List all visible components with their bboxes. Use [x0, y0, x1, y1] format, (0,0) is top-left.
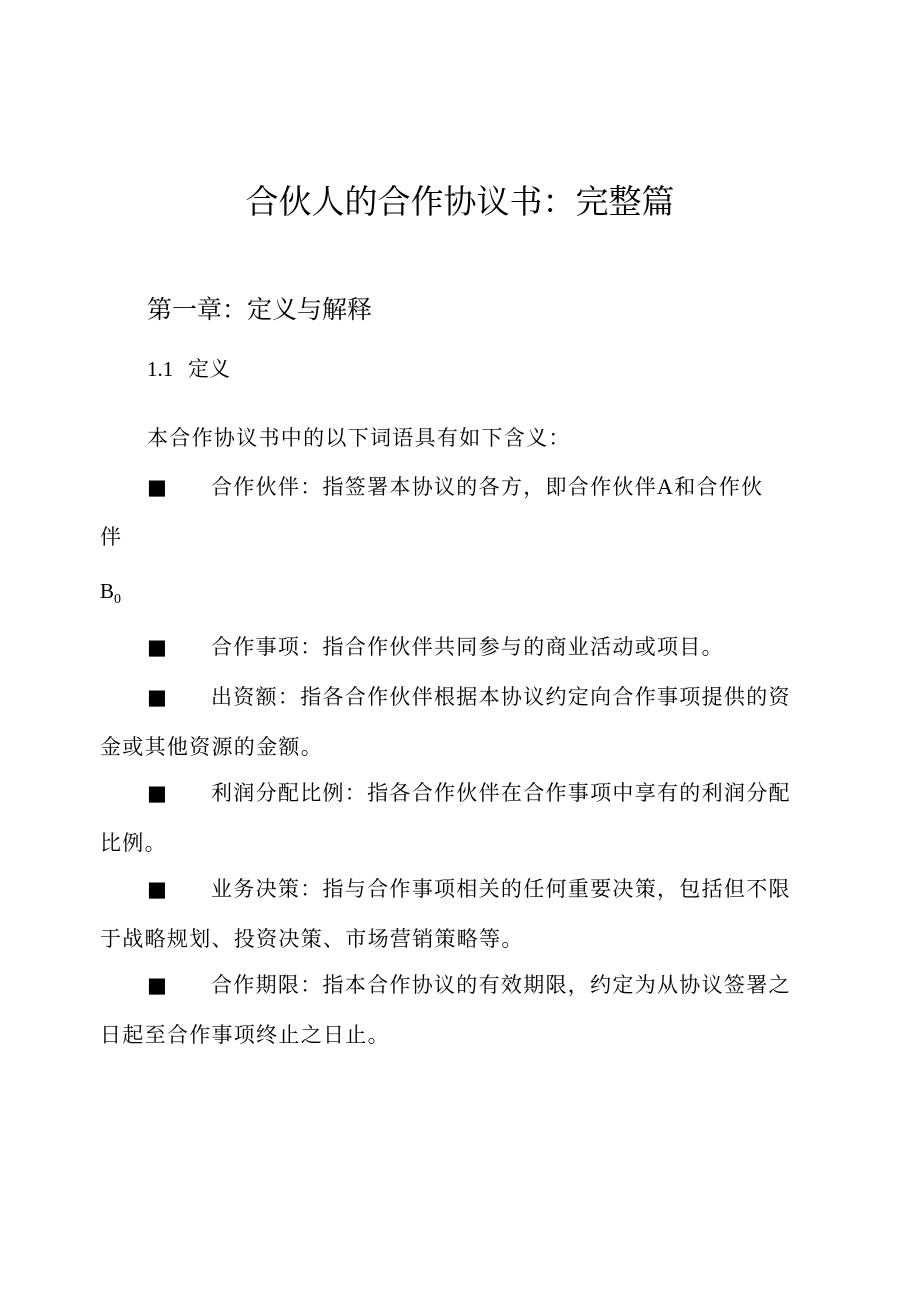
definition-text: 合作伙伴：指签署本协议的各方，即合作伙伴 [211, 475, 657, 499]
section-number: 1.1 [147, 357, 174, 381]
bullet-square-icon: ■ [147, 973, 169, 997]
section-title: 定义 [187, 357, 230, 381]
bullet-square-icon: ■ [147, 781, 169, 805]
chapter-heading: 第一章：定义与解释 [147, 295, 373, 324]
intro-paragraph: 本合作协议书中的以下词语具有如下含义： [147, 426, 571, 450]
bullet-square-icon: ■ [147, 475, 169, 499]
definition-line [100, 864, 820, 914]
definition-item-cooperation-matter [100, 622, 820, 672]
definition-line [100, 672, 820, 722]
definition-text-tail: 和合作伙 [674, 475, 764, 499]
definition-item-capital-contribution [100, 672, 820, 772]
definition-item-profit-ratio [100, 768, 820, 868]
partner-b-letter: B [100, 579, 115, 603]
section-heading [147, 352, 230, 386]
document-title: 合伙人的合作协议书：完整篇 [245, 182, 675, 221]
definition-item-business-decision [100, 864, 820, 964]
definition-text: 出资额：指各合作伙伴根据本协议约定向合作事项提供的资 [211, 685, 791, 709]
bullet-square-icon: ■ [147, 877, 169, 901]
definition-line [100, 768, 820, 818]
definition-line-continued: 伴 [100, 525, 123, 549]
definition-line-continued: 于战略规划、投资决策、市场营销策略等。 [100, 927, 524, 951]
definition-item-partners [100, 462, 820, 562]
partner-b-subscript: 0 [114, 592, 122, 608]
definition-line-continued: 比例。 [100, 831, 167, 855]
definition-line [100, 622, 820, 672]
definition-text: 业务决策：指与合作事项相关的任何重要决策，包括但不限 [211, 877, 791, 901]
definition-item-cooperation-term [100, 960, 820, 1060]
definition-line [100, 462, 820, 512]
bullet-square-icon: ■ [147, 635, 169, 659]
definition-line-continued: 金或其他资源的金额。 [100, 735, 323, 759]
bullet-square-icon: ■ [147, 685, 169, 709]
definition-line [100, 960, 820, 1010]
definition-text: 合作期限：指本合作协议的有效期限，约定为从协议签署之 [211, 973, 791, 997]
partner-b-label [100, 566, 121, 625]
definition-line-continued: 日起至合作事项终止之日止。 [100, 1023, 390, 1047]
partner-a-label: A [657, 474, 675, 499]
definition-text: 利润分配比例：指各合作伙伴在合作事项中享有的利润分配 [211, 781, 791, 805]
definition-text: 合作事项：指合作伙伴共同参与的商业活动或项目。 [211, 635, 724, 659]
